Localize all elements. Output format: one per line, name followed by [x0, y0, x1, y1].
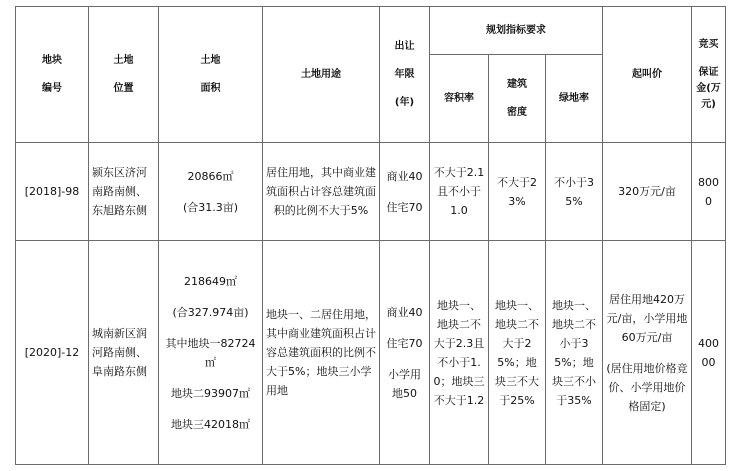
cell-far: 地块一、地块二不大于2.3且不小于1.0；地块三不大于1.2	[430, 241, 489, 465]
cell-deposit: 8000	[692, 143, 726, 241]
cell-deposit: 40000	[692, 241, 726, 465]
cell-green: 地块一、地块二不小于35%；地块三不小于35%	[546, 241, 603, 465]
header-location: 土地 位置	[89, 7, 159, 143]
cell-green: 不小于35%	[546, 143, 603, 241]
cell-area: 218649㎡ (合327.974亩) 其中地块一82724㎡ 地块二93907㎡ 地块三42018㎡	[159, 241, 263, 465]
header-parcel-no: 地块 编号	[16, 7, 89, 143]
cell-start-price: 320万元/亩	[603, 143, 692, 241]
cell-location: 颍东区济河南路南侧、东旭路东侧	[89, 143, 159, 241]
header-planning: 规划指标要求	[430, 7, 603, 55]
cell-density: 地块一、地块二不大于25%；地块三不大于25%	[489, 241, 546, 465]
cell-far: 不大于2.1且不小于1.0	[430, 143, 489, 241]
cell-location: 城南新区润河路南侧、阜南路东侧	[89, 241, 159, 465]
land-auction-table	[15, 6, 726, 465]
header-area: 土地 面积	[159, 7, 263, 143]
table-row	[16, 143, 726, 241]
cell-parcel-no: [2018]-98	[16, 143, 89, 241]
table-row	[16, 241, 726, 465]
header-density: 建筑 密度	[489, 55, 546, 143]
cell-usage: 地块一、二居住用地，其中商业建筑面积占计容总建筑面积的比例不大于5%；地块三小学用地	[263, 241, 380, 465]
cell-density: 不大于23%	[489, 143, 546, 241]
header-green: 绿地率	[546, 55, 603, 143]
cell-parcel-no: [2020]-12	[16, 241, 89, 465]
cell-start-price: 居住用地420万元/亩，小学用地60万元/亩 (居住用地价格竞价、小学用地价格固定)	[603, 241, 692, 465]
header-deposit: 竞买 保证 金(万 元)	[692, 7, 726, 143]
cell-term: 商业40 住宅70	[380, 143, 430, 241]
header-term: 出让 年限 (年)	[380, 7, 430, 143]
header-start-price: 起叫价	[603, 7, 692, 143]
cell-area: 20866㎡ (合31.3亩)	[159, 143, 263, 241]
header-usage: 土地用途	[263, 7, 380, 143]
cell-usage: 居住用地，其中商业建筑面积占计容总建筑面积的比例不大于5%	[263, 143, 380, 241]
header-far: 容积率	[430, 55, 489, 143]
cell-term: 商业40 住宅70 小学用地50	[380, 241, 430, 465]
